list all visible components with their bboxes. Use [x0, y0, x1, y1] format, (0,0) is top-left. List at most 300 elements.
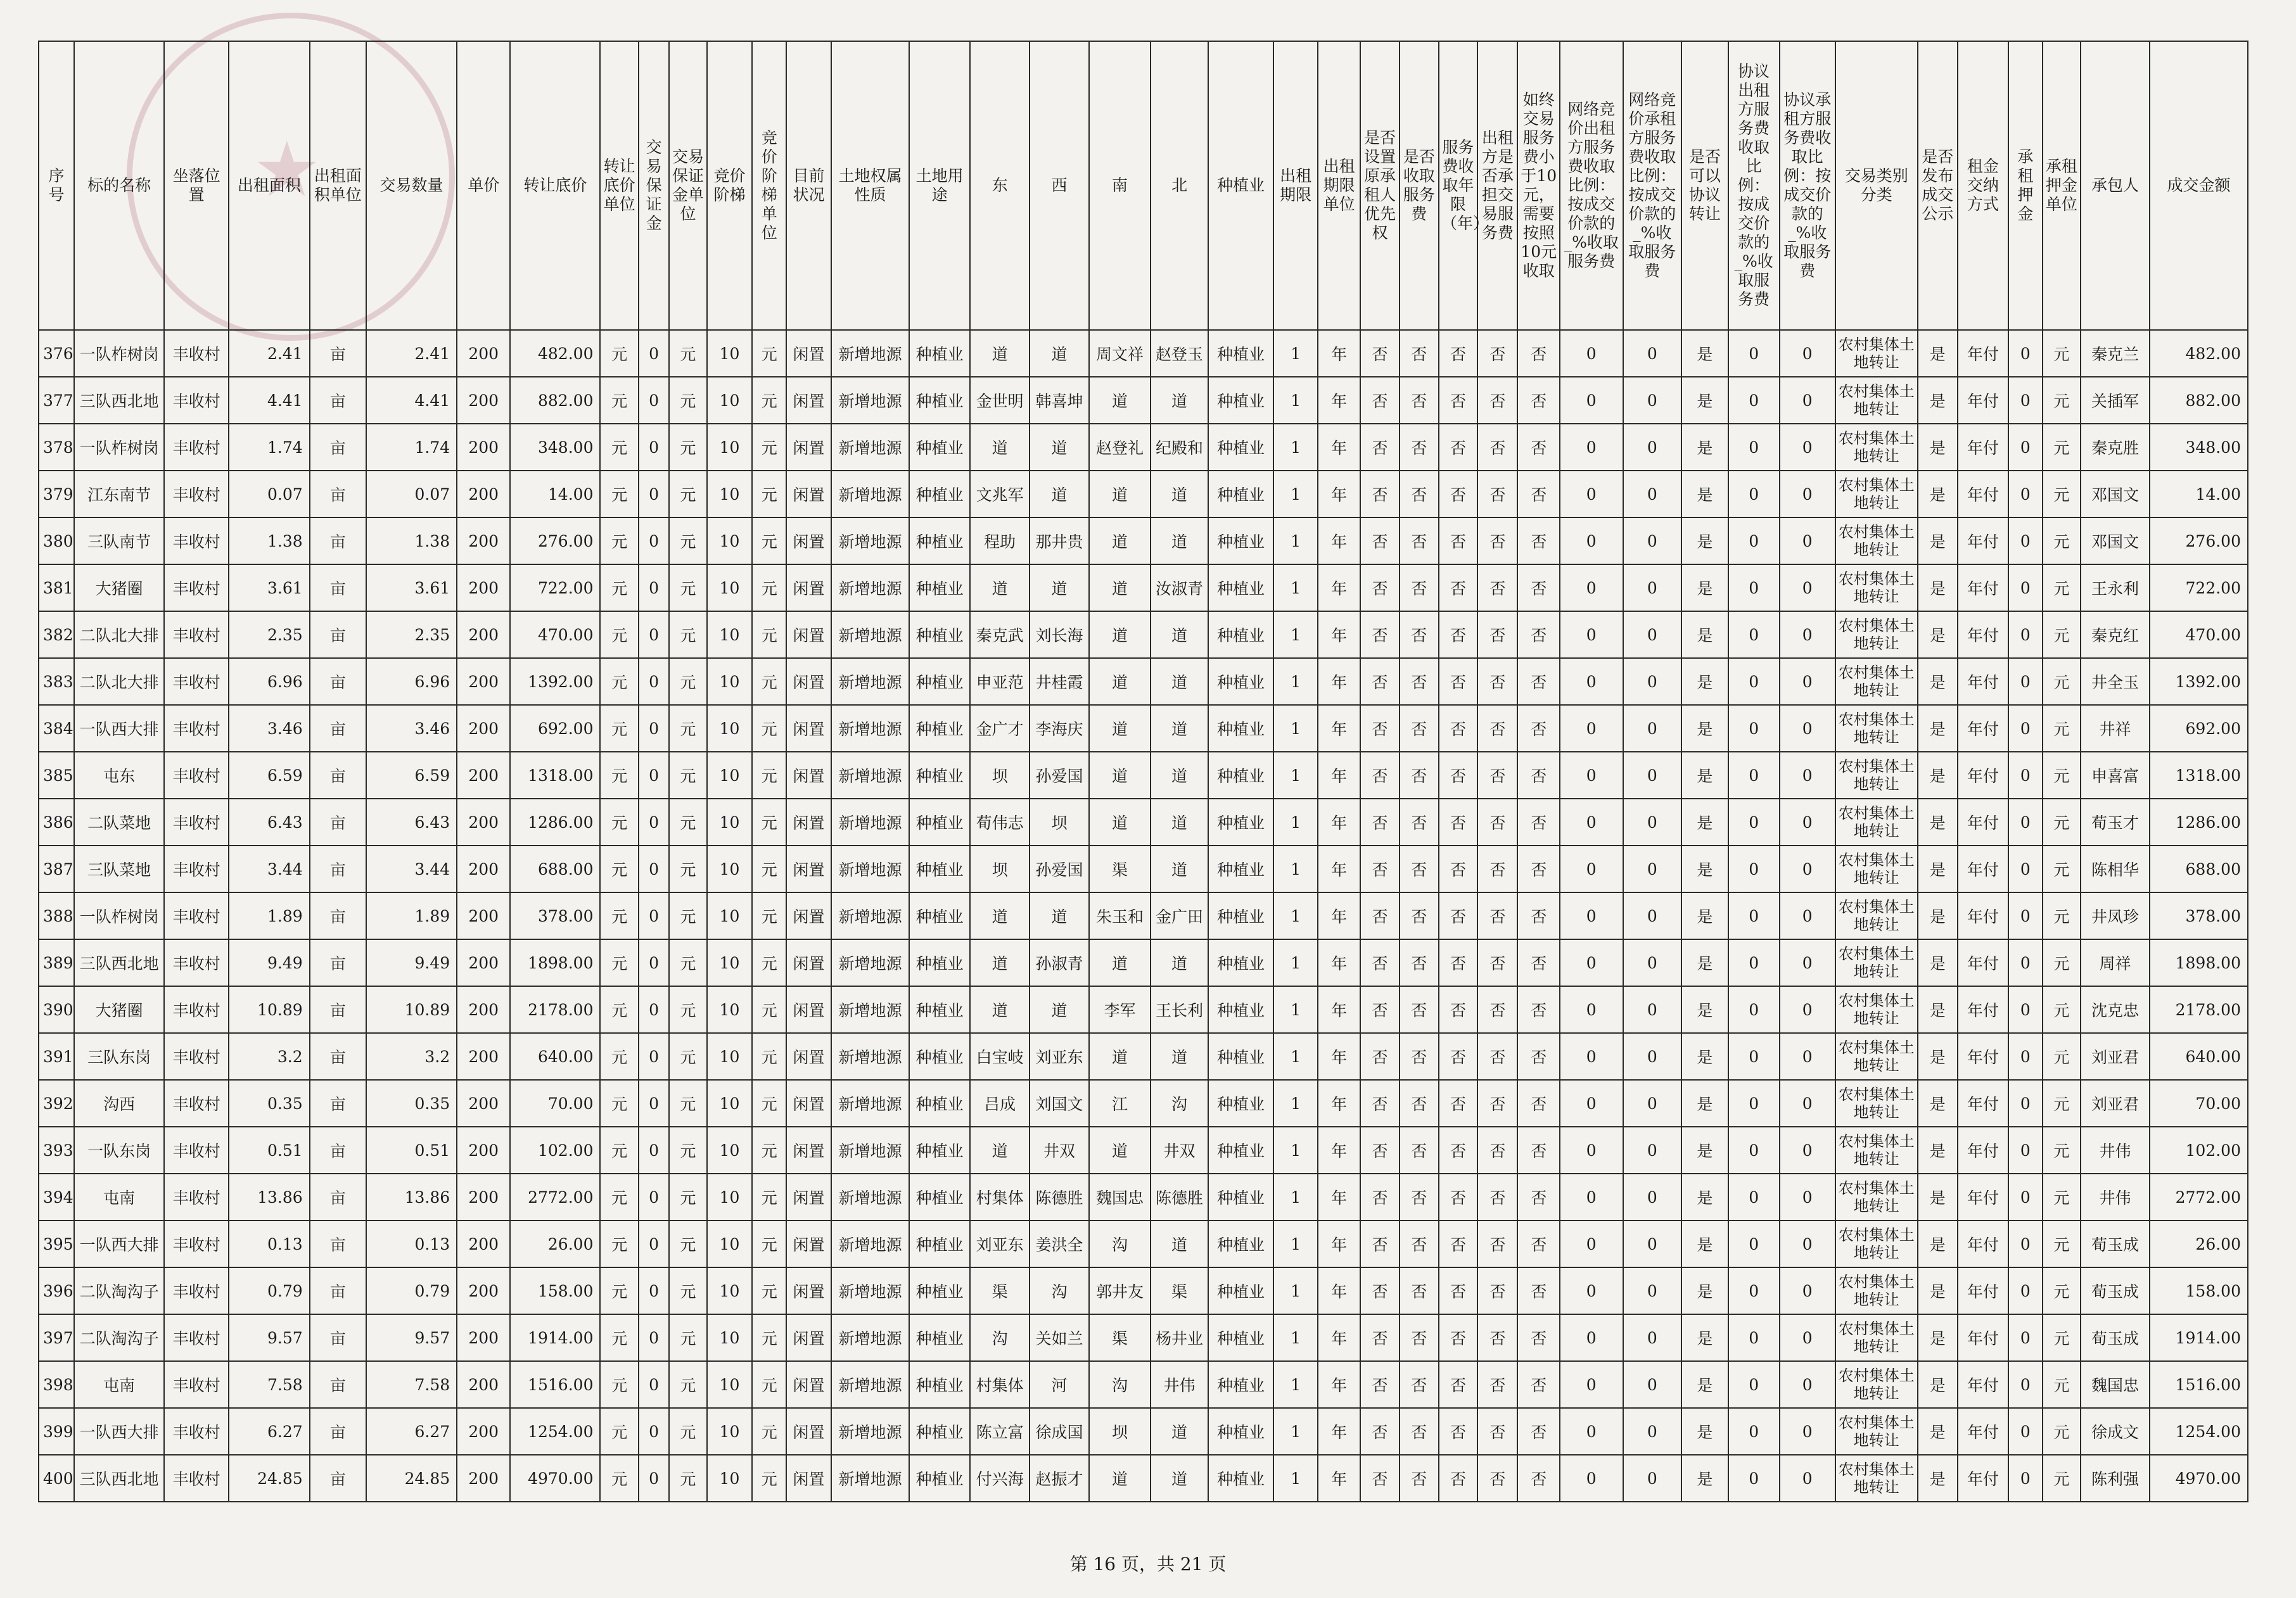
table-cell: 道 [1151, 939, 1208, 986]
table-cell: 道 [1151, 846, 1208, 892]
table-row [39, 1221, 2248, 1267]
table-cell: 348.00 [510, 424, 600, 471]
table-cell: 否 [1439, 846, 1477, 892]
table-cell: 王长利 [1151, 986, 1208, 1033]
land-transfer-table [38, 41, 2248, 1502]
column-header: 成交金额 [2150, 41, 2248, 330]
table-cell: 年付 [1958, 705, 2008, 752]
table-cell: 丰收村 [164, 1314, 229, 1361]
table-cell: 新增地源 [831, 471, 910, 517]
table-cell: 种植业 [1208, 1267, 1274, 1314]
table-cell: 否 [1517, 1080, 1559, 1127]
table-cell: 屯南 [74, 1174, 164, 1221]
table-cell: 孙淑青 [1030, 939, 1088, 986]
table-cell: 一队西大排 [74, 1408, 164, 1455]
table-cell: 元 [600, 892, 638, 939]
table-cell: 种植业 [909, 846, 970, 892]
table-cell: 道 [1151, 1221, 1208, 1267]
table-cell: 否 [1439, 424, 1477, 471]
table-cell: 否 [1517, 1174, 1559, 1221]
table-cell: 是 [1681, 752, 1728, 799]
table-cell: 种植业 [909, 892, 970, 939]
table-row [39, 517, 2248, 564]
table-cell: 10 [707, 611, 753, 658]
column-header: 是否设置原承租人优先权 [1360, 41, 1399, 330]
table-cell: 200 [457, 1127, 510, 1174]
table-cell: 0 [1623, 471, 1681, 517]
table-cell: 10 [707, 1033, 753, 1080]
table-cell: 0.79 [366, 1267, 457, 1314]
table-cell: 新增地源 [831, 799, 910, 846]
table-cell: 0 [1560, 1174, 1623, 1221]
table-cell: 丰收村 [164, 799, 229, 846]
table-cell: 农村集体土地转让 [1835, 517, 1918, 564]
table-cell: 否 [1360, 564, 1399, 611]
table-cell: 元 [752, 424, 786, 471]
table-cell: 0 [2008, 1361, 2043, 1408]
table-cell: 申喜富 [2081, 752, 2150, 799]
table-cell: 沟 [1151, 1080, 1208, 1127]
table-cell: 1 [1273, 658, 1318, 705]
table-cell: 沟西 [74, 1080, 164, 1127]
table-cell: 年 [1318, 1314, 1360, 1361]
table-cell: 否 [1477, 1455, 1517, 1502]
table-cell: 0 [1728, 1314, 1780, 1361]
table-cell: 闲置 [786, 705, 831, 752]
table-cell: 0 [1728, 986, 1780, 1033]
table-cell: 否 [1400, 1314, 1439, 1361]
table-cell: 0 [1728, 939, 1780, 986]
table-cell: 0 [2008, 471, 2043, 517]
table-cell: 元 [669, 1174, 706, 1221]
table-cell: 200 [457, 892, 510, 939]
table-cell: 200 [457, 1033, 510, 1080]
table-cell: 荀伟志 [970, 799, 1030, 846]
table-cell: 200 [457, 564, 510, 611]
table-cell: 否 [1400, 846, 1439, 892]
table-cell: 1392.00 [510, 658, 600, 705]
table-cell: 否 [1439, 564, 1477, 611]
table-cell: 丰收村 [164, 1127, 229, 1174]
table-cell: 0 [2008, 939, 2043, 986]
table-cell: 渠 [1151, 1267, 1208, 1314]
table-cell: 0 [1623, 1455, 1681, 1502]
table-cell: 否 [1517, 846, 1559, 892]
table-cell: 1 [1273, 611, 1318, 658]
table-cell: 元 [600, 986, 638, 1033]
table-cell: 200 [457, 658, 510, 705]
table-cell: 道 [1151, 1033, 1208, 1080]
table-cell: 70.00 [2150, 1080, 2248, 1127]
table-cell: 0 [1780, 752, 1835, 799]
table-cell: 丰收村 [164, 1221, 229, 1267]
table-cell: 元 [752, 658, 786, 705]
table-cell: 7.58 [366, 1361, 457, 1408]
table-cell: 亩 [310, 424, 366, 471]
table-cell: 是 [1681, 377, 1728, 424]
table-cell: 482.00 [2150, 330, 2248, 377]
table-cell: 640.00 [2150, 1033, 2248, 1080]
table-cell: 年 [1318, 1174, 1360, 1221]
column-header: 转让底价单位 [600, 41, 638, 330]
table-cell: 坝 [1089, 1408, 1151, 1455]
table-cell: 江东南节 [74, 471, 164, 517]
table-cell: 闲置 [786, 564, 831, 611]
table-cell: 种植业 [909, 564, 970, 611]
table-cell: 是 [1681, 517, 1728, 564]
table-cell: 年 [1318, 752, 1360, 799]
table-cell: 年付 [1958, 517, 2008, 564]
table-cell: 是 [1681, 1033, 1728, 1080]
table-cell: 元 [669, 846, 706, 892]
table-cell: 闲置 [786, 611, 831, 658]
table-cell: 否 [1517, 892, 1559, 939]
table-cell: 种植业 [909, 330, 970, 377]
table-cell: 年付 [1958, 1361, 2008, 1408]
table-cell: 亩 [310, 939, 366, 986]
table-cell: 否 [1439, 1221, 1477, 1267]
table-cell: 391 [39, 1033, 74, 1080]
table-cell: 0 [2008, 1455, 2043, 1502]
table-cell: 是 [1681, 892, 1728, 939]
table-cell: 是 [1681, 1361, 1728, 1408]
table-cell: 否 [1439, 471, 1477, 517]
table-cell: 新增地源 [831, 1314, 910, 1361]
table-cell: 0 [1560, 799, 1623, 846]
table-cell: 否 [1477, 1408, 1517, 1455]
table-cell: 种植业 [909, 939, 970, 986]
table-cell: 道 [1151, 471, 1208, 517]
table-cell: 0 [1780, 1455, 1835, 1502]
table-cell: 6.27 [229, 1408, 310, 1455]
table-cell: 6.96 [229, 658, 310, 705]
table-cell: 470.00 [510, 611, 600, 658]
table-cell: 丰收村 [164, 986, 229, 1033]
table-cell: 元 [752, 1174, 786, 1221]
table-cell: 10 [707, 471, 753, 517]
table-cell: 三队东岗 [74, 1033, 164, 1080]
table-cell: 元 [752, 939, 786, 986]
table-cell: 692.00 [2150, 705, 2248, 752]
table-cell: 否 [1400, 1127, 1439, 1174]
table-cell: 丰收村 [164, 517, 229, 564]
table-cell: 一队柞树岗 [74, 424, 164, 471]
table-cell: 否 [1477, 658, 1517, 705]
table-cell: 陈利强 [2081, 1455, 2150, 1502]
table-row [39, 986, 2248, 1033]
table-cell: 年付 [1958, 471, 2008, 517]
table-cell: 0 [2008, 658, 2043, 705]
table-cell: 农村集体土地转让 [1835, 1221, 1918, 1267]
table-cell: 389 [39, 939, 74, 986]
table-cell: 10 [707, 658, 753, 705]
table-cell: 亩 [310, 846, 366, 892]
table-cell: 种植业 [1208, 939, 1274, 986]
table-cell: 是 [1918, 1080, 1958, 1127]
table-cell: 1 [1273, 986, 1318, 1033]
table-cell: 200 [457, 424, 510, 471]
table-cell: 1 [1273, 1033, 1318, 1080]
table-cell: 200 [457, 752, 510, 799]
table-cell: 2.41 [229, 330, 310, 377]
table-cell: 2178.00 [2150, 986, 2248, 1033]
table-cell: 200 [457, 1455, 510, 1502]
table-cell: 道 [1151, 658, 1208, 705]
table-cell: 新增地源 [831, 564, 910, 611]
table-cell: 否 [1400, 939, 1439, 986]
table-cell: 0 [639, 1033, 670, 1080]
table-row [39, 1174, 2248, 1221]
table-cell: 种植业 [909, 705, 970, 752]
table-cell: 1.38 [229, 517, 310, 564]
table-cell: 10 [707, 846, 753, 892]
table-cell: 否 [1517, 377, 1559, 424]
table-cell: 否 [1517, 1267, 1559, 1314]
table-cell: 0 [1780, 611, 1835, 658]
table-cell: 亩 [310, 330, 366, 377]
table-cell: 1 [1273, 471, 1318, 517]
table-cell: 闲置 [786, 1455, 831, 1502]
table-cell: 元 [669, 330, 706, 377]
table-cell: 381 [39, 564, 74, 611]
table-cell: 1254.00 [2150, 1408, 2248, 1455]
table-cell: 0 [1560, 658, 1623, 705]
table-cell: 亩 [310, 1361, 366, 1408]
table-cell: 否 [1439, 377, 1477, 424]
table-cell: 那井贵 [1030, 517, 1088, 564]
table-cell: 元 [752, 1127, 786, 1174]
table-cell: 0 [1728, 892, 1780, 939]
table-cell: 2.35 [366, 611, 457, 658]
table-cell: 否 [1477, 377, 1517, 424]
table-cell: 9.57 [366, 1314, 457, 1361]
table-cell: 元 [752, 1267, 786, 1314]
table-cell: 沟 [1030, 1267, 1088, 1314]
table-cell: 102.00 [510, 1127, 600, 1174]
table-cell: 2772.00 [510, 1174, 600, 1221]
table-cell: 井伟 [2081, 1174, 2150, 1221]
table-cell: 元 [2043, 1408, 2081, 1455]
table-cell: 元 [2043, 1455, 2081, 1502]
table-cell: 0 [1728, 1455, 1780, 1502]
table-cell: 否 [1477, 846, 1517, 892]
table-cell: 种植业 [1208, 330, 1274, 377]
table-cell: 0 [1780, 1314, 1835, 1361]
table-cell: 6.59 [366, 752, 457, 799]
table-cell: 否 [1360, 471, 1399, 517]
table-cell: 新增地源 [831, 892, 910, 939]
table-cell: 年付 [1958, 424, 2008, 471]
column-header: 交易保证金 [639, 41, 670, 330]
table-cell: 元 [600, 1080, 638, 1127]
table-cell: 年付 [1958, 1127, 2008, 1174]
table-cell: 秦克胜 [2081, 424, 2150, 471]
table-cell: 丰收村 [164, 846, 229, 892]
table-cell: 元 [752, 1361, 786, 1408]
table-cell: 丰收村 [164, 705, 229, 752]
table-cell: 0 [1623, 424, 1681, 471]
table-cell: 1.89 [366, 892, 457, 939]
table-cell: 种植业 [1208, 1221, 1274, 1267]
table-cell: 0 [1728, 1267, 1780, 1314]
table-cell: 元 [752, 986, 786, 1033]
table-cell: 0 [1780, 1267, 1835, 1314]
table-cell: 0 [2008, 752, 2043, 799]
table-cell: 1 [1273, 1080, 1318, 1127]
table-cell: 是 [1918, 564, 1958, 611]
table-cell: 元 [600, 517, 638, 564]
table-cell: 0.35 [229, 1080, 310, 1127]
table-cell: 农村集体土地转让 [1835, 986, 1918, 1033]
table-cell: 井双 [1151, 1127, 1208, 1174]
table-cell: 0 [1560, 1221, 1623, 1267]
table-row [39, 705, 2248, 752]
table-cell: 13.86 [366, 1174, 457, 1221]
table-cell: 否 [1517, 1455, 1559, 1502]
table-cell: 元 [669, 564, 706, 611]
table-cell: 二队淘沟子 [74, 1267, 164, 1314]
table-cell: 26.00 [2150, 1221, 2248, 1267]
table-cell: 农村集体土地转让 [1835, 1455, 1918, 1502]
table-cell: 1 [1273, 705, 1318, 752]
table-cell: 付兴海 [970, 1455, 1030, 1502]
table-cell: 元 [600, 1174, 638, 1221]
table-cell: 元 [752, 846, 786, 892]
table-cell: 年 [1318, 1080, 1360, 1127]
table-cell: 是 [1918, 939, 1958, 986]
table-cell: 10 [707, 705, 753, 752]
table-cell: 26.00 [510, 1221, 600, 1267]
table-cell: 0 [1623, 564, 1681, 611]
table-cell: 种植业 [909, 517, 970, 564]
table-cell: 元 [600, 1361, 638, 1408]
table-cell: 道 [1089, 471, 1151, 517]
table-cell: 元 [600, 377, 638, 424]
table-cell: 闲置 [786, 1408, 831, 1455]
table-cell: 农村集体土地转让 [1835, 939, 1918, 986]
table-cell: 10 [707, 1080, 753, 1127]
table-cell: 年 [1318, 377, 1360, 424]
column-header: 出租期限单位 [1318, 41, 1360, 330]
column-header: 种植业 [1208, 41, 1274, 330]
table-cell: 0 [1560, 986, 1623, 1033]
table-cell: 348.00 [2150, 424, 2248, 471]
table-cell: 否 [1360, 799, 1399, 846]
table-cell: 二队淘沟子 [74, 1314, 164, 1361]
table-cell: 种植业 [1208, 1033, 1274, 1080]
table-cell: 道 [1089, 611, 1151, 658]
table-cell: 377 [39, 377, 74, 424]
table-cell: 7.58 [229, 1361, 310, 1408]
table-cell: 200 [457, 1408, 510, 1455]
table-cell: 1 [1273, 330, 1318, 377]
table-cell: 道 [1030, 330, 1088, 377]
table-cell: 200 [457, 471, 510, 517]
table-cell: 新增地源 [831, 1361, 910, 1408]
table-cell: 否 [1517, 1408, 1559, 1455]
table-cell: 元 [600, 1221, 638, 1267]
table-cell: 397 [39, 1314, 74, 1361]
table-cell: 是 [1681, 564, 1728, 611]
table-cell: 10 [707, 799, 753, 846]
table-cell: 0 [639, 892, 670, 939]
table-cell: 种植业 [1208, 752, 1274, 799]
table-cell: 0 [1780, 1080, 1835, 1127]
table-cell: 10 [707, 517, 753, 564]
table-cell: 否 [1477, 611, 1517, 658]
table-cell: 元 [669, 377, 706, 424]
table-cell: 1914.00 [510, 1314, 600, 1361]
table-cell: 种植业 [909, 471, 970, 517]
table-cell: 0 [1780, 517, 1835, 564]
table-cell: 否 [1360, 1080, 1399, 1127]
table-cell: 闲置 [786, 377, 831, 424]
table-cell: 元 [2043, 752, 2081, 799]
table-cell: 0 [1623, 658, 1681, 705]
table-cell: 元 [669, 1314, 706, 1361]
table-cell: 元 [2043, 564, 2081, 611]
table-cell: 关插军 [2081, 377, 2150, 424]
table-cell: 农村集体土地转让 [1835, 377, 1918, 424]
table-cell: 否 [1517, 752, 1559, 799]
table-cell: 年 [1318, 1033, 1360, 1080]
table-cell: 种植业 [909, 377, 970, 424]
table-cell: 是 [1918, 892, 1958, 939]
table-cell: 新增地源 [831, 611, 910, 658]
table-cell: 是 [1918, 1127, 1958, 1174]
table-cell: 江 [1089, 1080, 1151, 1127]
table-cell: 否 [1517, 1314, 1559, 1361]
table-cell: 井伟 [1151, 1361, 1208, 1408]
table-cell: 陈德胜 [1030, 1174, 1088, 1221]
table-cell: 井桂霞 [1030, 658, 1088, 705]
table-cell: 元 [669, 1455, 706, 1502]
table-cell: 元 [752, 471, 786, 517]
table-cell: 1 [1273, 892, 1318, 939]
table-cell: 元 [669, 611, 706, 658]
table-cell: 0 [1728, 517, 1780, 564]
table-cell: 470.00 [2150, 611, 2248, 658]
table-cell: 0 [1560, 1080, 1623, 1127]
table-cell: 0 [1623, 1127, 1681, 1174]
table-cell: 10 [707, 1174, 753, 1221]
table-row [39, 846, 2248, 892]
table-cell: 元 [2043, 846, 2081, 892]
table-cell: 是 [1681, 1080, 1728, 1127]
table-cell: 邓国文 [2081, 471, 2150, 517]
table-cell: 元 [600, 939, 638, 986]
table-cell: 0 [639, 1361, 670, 1408]
table-cell: 否 [1360, 1127, 1399, 1174]
table-cell: 亩 [310, 1408, 366, 1455]
table-cell: 10 [707, 564, 753, 611]
table-cell: 种植业 [1208, 1080, 1274, 1127]
table-cell: 魏国忠 [1089, 1174, 1151, 1221]
table-cell: 否 [1517, 1361, 1559, 1408]
table-cell: 0 [1560, 517, 1623, 564]
table-cell: 农村集体土地转让 [1835, 1127, 1918, 1174]
table-cell: 二队菜地 [74, 799, 164, 846]
table-cell: 秦克兰 [2081, 330, 2150, 377]
table-cell: 382 [39, 611, 74, 658]
table-cell: 10.89 [229, 986, 310, 1033]
table-cell: 0 [1560, 1455, 1623, 1502]
table-cell: 种植业 [909, 1033, 970, 1080]
table-cell: 0 [1780, 564, 1835, 611]
table-cell: 年付 [1958, 986, 2008, 1033]
table-cell: 0 [1623, 705, 1681, 752]
table-cell: 否 [1360, 705, 1399, 752]
